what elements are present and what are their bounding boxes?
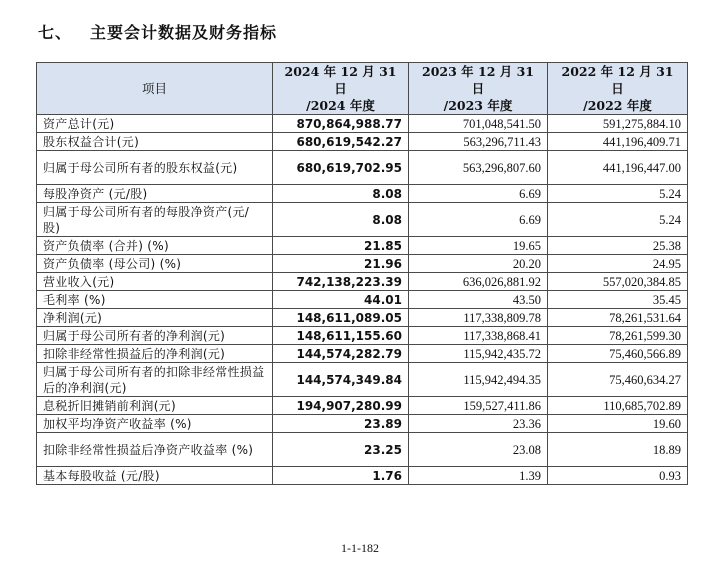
value-2023: 19.65	[409, 237, 548, 255]
value-2022: 441,196,447.00	[548, 151, 688, 185]
value-2022: 557,020,384.85	[548, 273, 688, 291]
row-label: 毛利率 (%)	[37, 291, 273, 309]
value-2024: 144,574,282.79	[273, 345, 409, 363]
value-2023: 701,048,541.50	[409, 115, 548, 133]
header-item: 项目	[37, 63, 273, 115]
value-2022: 110,685,702.89	[548, 397, 688, 415]
table-row	[37, 115, 688, 133]
value-2023: 563,296,711.43	[409, 133, 548, 151]
value-2024: 680,619,702.95	[273, 151, 409, 185]
header-2024-year: /2024 年度	[306, 98, 375, 113]
value-2024: 44.01	[273, 291, 409, 309]
row-label: 基本每股收益 (元/股)	[37, 467, 273, 485]
value-2024: 870,864,988.77	[273, 115, 409, 133]
table-row	[37, 291, 688, 309]
value-2024: 21.96	[273, 255, 409, 273]
value-2024: 23.89	[273, 415, 409, 433]
section-number: 七、	[38, 23, 73, 42]
value-2023: 636,026,881.92	[409, 273, 548, 291]
value-2022: 75,460,634.27	[548, 363, 688, 397]
table-header-row	[37, 63, 688, 115]
table-row	[37, 415, 688, 433]
header-2023-year: /2023 年度	[443, 98, 513, 113]
value-2023: 563,296,807.60	[409, 151, 548, 185]
value-2024: 148,611,089.05	[273, 309, 409, 327]
value-2023: 6.69	[409, 203, 548, 237]
row-label: 归属于母公司所有者的扣除非经常性损益后的净利润(元)	[37, 363, 273, 397]
value-2022: 19.60	[548, 415, 688, 433]
financial-indicators-table	[36, 62, 688, 485]
value-2023: 23.36	[409, 415, 548, 433]
table-row	[37, 467, 688, 485]
header-2023-date: 2023 年 12 月 31 日	[422, 64, 534, 96]
value-2023: 43.50	[409, 291, 548, 309]
table-row	[37, 309, 688, 327]
table-row	[37, 397, 688, 415]
value-2023: 117,338,809.78	[409, 309, 548, 327]
row-label: 归属于母公司所有者的净利润(元)	[37, 327, 273, 345]
value-2024: 1.76	[273, 467, 409, 485]
header-2024-date: 2024 年 12 月 31 日	[284, 64, 397, 96]
value-2022: 78,261,599.30	[548, 327, 688, 345]
value-2023: 117,338,868.41	[409, 327, 548, 345]
table-row	[37, 363, 688, 397]
header-2023	[409, 63, 548, 115]
table-row	[37, 273, 688, 291]
header-2022	[548, 63, 688, 115]
row-label: 扣除非经常性损益后净资产收益率 (%)	[37, 433, 273, 467]
table-row	[37, 255, 688, 273]
row-label: 股东权益合计(元)	[37, 133, 273, 151]
value-2022: 78,261,531.64	[548, 309, 688, 327]
value-2022: 441,196,409.71	[548, 133, 688, 151]
value-2024: 23.25	[273, 433, 409, 467]
row-label: 每股净资产 (元/股)	[37, 185, 273, 203]
value-2022: 75,460,566.89	[548, 345, 688, 363]
value-2022: 24.95	[548, 255, 688, 273]
value-2023: 23.08	[409, 433, 548, 467]
value-2023: 115,942,435.72	[409, 345, 548, 363]
row-label: 归属于母公司所有者的每股净资产(元/股)	[37, 203, 273, 237]
value-2023: 6.69	[409, 185, 548, 203]
page-number: 1-1-182	[341, 541, 379, 555]
value-2022: 25.38	[548, 237, 688, 255]
section-title: 主要会计数据及财务指标	[90, 23, 278, 42]
value-2024: 680,619,542.27	[273, 133, 409, 151]
value-2022: 35.45	[548, 291, 688, 309]
value-2024: 21.85	[273, 237, 409, 255]
row-label: 加权平均净资产收益率 (%)	[37, 415, 273, 433]
value-2022: 0.93	[548, 467, 688, 485]
value-2022: 18.89	[548, 433, 688, 467]
value-2024: 148,611,155.60	[273, 327, 409, 345]
value-2023: 115,942,494.35	[409, 363, 548, 397]
table-row	[37, 327, 688, 345]
value-2024: 194,907,280.99	[273, 397, 409, 415]
value-2024: 742,138,223.39	[273, 273, 409, 291]
table-row	[37, 133, 688, 151]
row-label: 归属于母公司所有者的股东权益(元)	[37, 151, 273, 185]
row-label: 息税折旧摊销前利润(元)	[37, 397, 273, 415]
header-2022-year: /2022 年度	[583, 98, 652, 113]
value-2023: 20.20	[409, 255, 548, 273]
table-row	[37, 237, 688, 255]
table-row	[37, 433, 688, 467]
row-label: 资产总计(元)	[37, 115, 273, 133]
value-2024: 144,574,349.84	[273, 363, 409, 397]
value-2024: 8.08	[273, 185, 409, 203]
row-label: 净利润(元)	[37, 309, 273, 327]
table-body	[37, 115, 688, 485]
row-label: 扣除非经常性损益后的净利润(元)	[37, 345, 273, 363]
table-row	[37, 185, 688, 203]
value-2022: 591,275,884.10	[548, 115, 688, 133]
table-row	[37, 345, 688, 363]
header-2024	[273, 63, 409, 115]
value-2023: 159,527,411.86	[409, 397, 548, 415]
value-2023: 1.39	[409, 467, 548, 485]
header-2022-date: 2022 年 12 月 31 日	[561, 64, 674, 96]
value-2022: 5.24	[548, 185, 688, 203]
section-heading	[38, 20, 277, 43]
value-2022: 5.24	[548, 203, 688, 237]
row-label: 营业收入(元)	[37, 273, 273, 291]
table-row	[37, 203, 688, 237]
row-label: 资产负债率 (母公司) (%)	[37, 255, 273, 273]
row-label: 资产负债率 (合并) (%)	[37, 237, 273, 255]
table-row	[37, 151, 688, 185]
value-2024: 8.08	[273, 203, 409, 237]
